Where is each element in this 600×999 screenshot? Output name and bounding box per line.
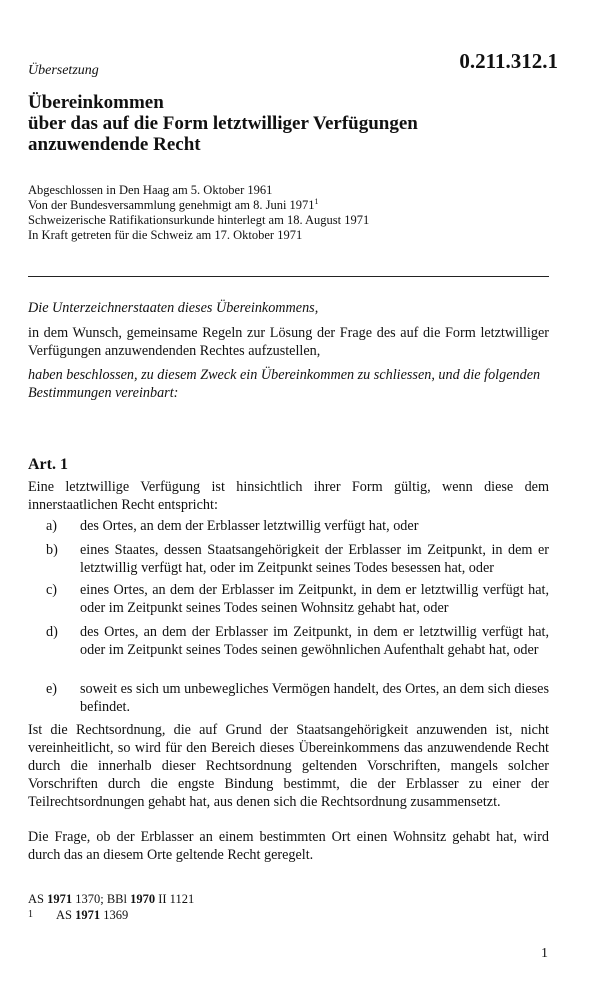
list-item-label: e) [46,681,58,697]
footnote-1 [28,907,194,923]
list-item-text: eines Staates, dessen Staatsangehörigkeit der Erblasser im Zeitpunkt, in dem er letztwillig verfügt hat, oder im Zeitpunkt seines Todes besessen hat, oder [80,542,549,576]
list-item-label: b) [46,542,58,558]
sr-number: 0.211.312.1 [459,49,558,73]
article-1-intro: Eine letztwillige Verfügung ist hinsichtlich ihrer Form gültig, wenn diese dem innerstaatlichen Recht entspricht: [28,479,549,513]
article-1-paragraph-2: Ist die Rechtsordnung, die auf Grund der Staatsangehörigkeit anzuwenden ist, nicht vereinheitlicht, so wird für den Bereich dieses Übereinkommens das anzuwendende Recht durch die innerhalb dieser Rechtsordnung geltenden Vorschriften, mangels solcher Vorschriften durch die engste Bindung bestimmt, die der Erblasser zu einer der Teilrechtsordnungen gehabt hat, aus denen sich die Rechtsordnung zusammensetzt. [28,722,549,810]
meta-in-force: In Kraft getreten für die Schweiz am 17. Oktober 1971 [28,228,303,242]
list-item-label: d) [46,624,58,640]
preamble-agreed: haben beschlossen, zu diesem Zweck ein Übereinkommen zu schliessen, und die folgenden Bestimmungen vereinbart: [28,367,541,401]
list-item-text: des Ortes, an dem der Erblasser im Zeitpunkt, in dem er letztwillig verfügt hat, oder im Zeitpunkt seines Todes seinen gewöhnlichen Aufenthalt gehabt hat, oder [80,624,549,658]
document-title [28,92,418,155]
bbl-ref: II 1121 [155,892,195,906]
preamble-intro: Die Unterzeichnerstaaten dieses Übereinkommens, [28,300,319,316]
page-number: 1 [541,946,548,961]
article-1-paragraph-3: Die Frage, ob der Erblasser an einem bestimmten Ort einen Wohnsitz gehabt hat, wird durch das an diesem Orte geltende Recht geregelt. [28,829,549,863]
list-item-label: c) [46,582,58,598]
meta-approved-text: Von der Bundesversammlung genehmigt am 8. Juni 1971 [28,198,315,212]
list-item-text: eines Ortes, an dem der Erblasser im Zeitpunkt, in dem er letztwillig verfügt hat, oder im Zeitpunkt seines Todes seinen Wohnsitz gehabt hat, oder [80,582,549,616]
list-item-text: des Ortes, an dem der Erblasser letztwillig verfügt hat, oder [80,518,419,534]
title-line-2: über das auf die Form letztwilliger Verfügungen [28,113,418,134]
footnotes [28,891,194,923]
as-page: 1370; BBl [72,892,131,906]
meta-concluded: Abgeschlossen in Den Haag am 5. Oktober 1961 [28,183,273,197]
document-metadata [28,183,369,243]
translation-label: Übersetzung [28,63,99,78]
as-year: 1971 [47,892,73,906]
fn1-prefix: AS [56,908,76,922]
bbl-year: 1970 [130,892,156,906]
header-divider [28,276,549,277]
article-1-heading: Art. 1 [28,456,68,473]
fn1-year: 1971 [75,908,101,922]
source-reference [28,891,194,907]
list-item-label: a) [46,518,58,534]
preamble-wish: in dem Wunsch, gemeinsame Regeln zur Lösung der Frage des auf die Form letztwilliger Verfügungen anzuwendenden Rechtes aufzustellen, [28,325,549,359]
fn1-page: 1369 [100,908,129,922]
list-item-text: soweit es sich um unbewegliches Vermögen handelt, des Ortes, an dem sich dieses befindet. [80,681,549,715]
footnote-ref-1[interactable]: 1 [314,196,319,206]
as-prefix: AS [28,892,48,906]
title-line-1: Übereinkommen [28,92,164,113]
title-line-3: anzuwendende Recht [28,134,201,155]
meta-ratification: Schweizerische Ratifikationsurkunde hinterlegt am 18. August 1971 [28,213,370,227]
meta-approved [28,198,369,213]
footnote-1-number: 1 [28,909,33,920]
